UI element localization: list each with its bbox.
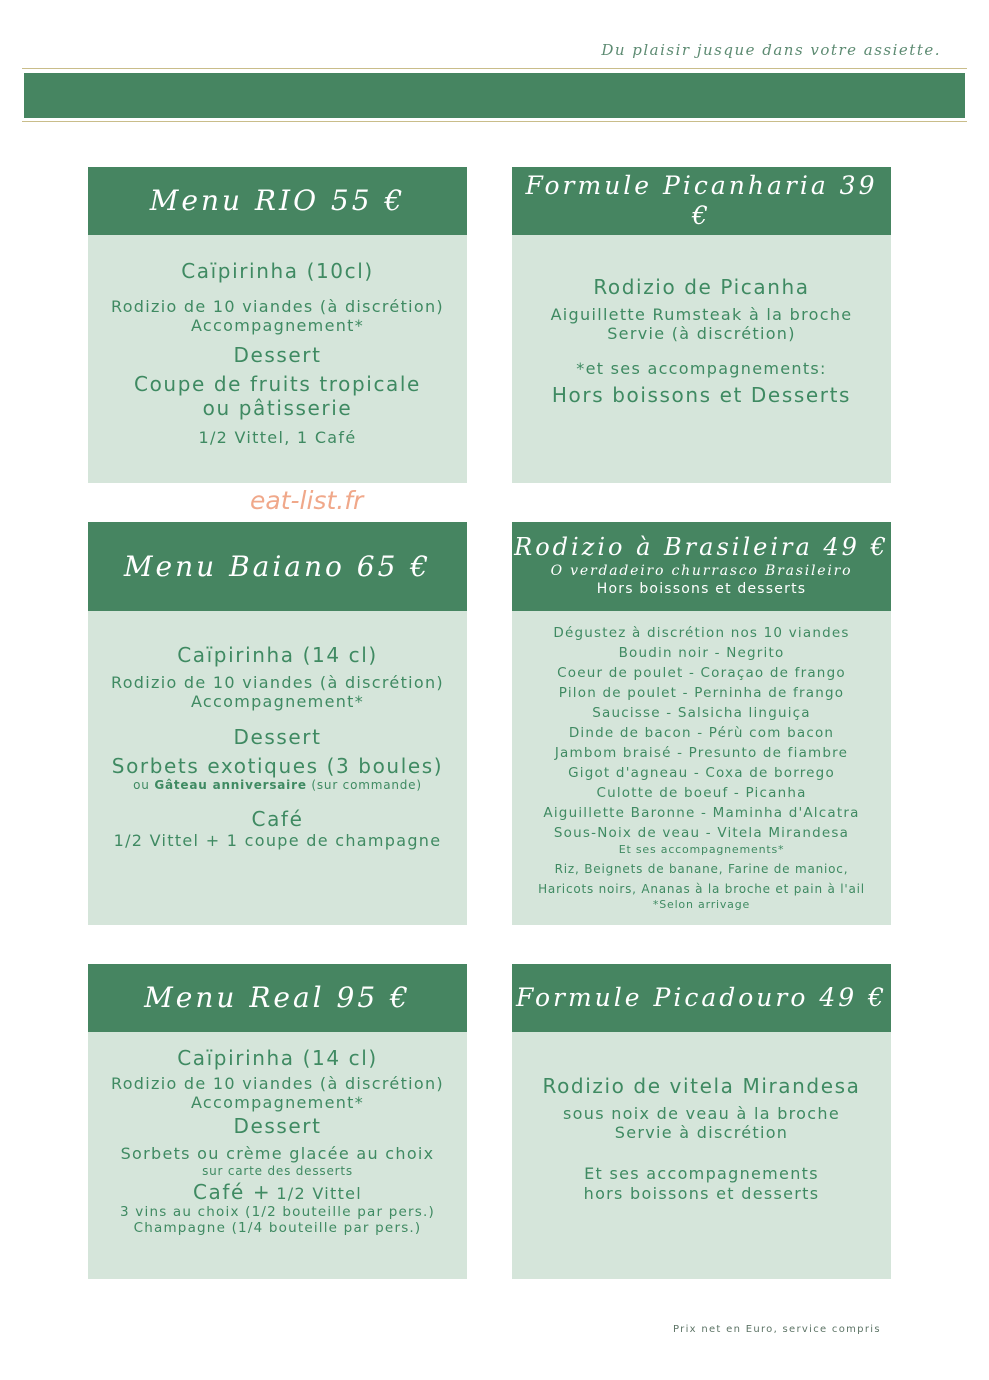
picanharia-line-2: Aiguillette Rumsteak à la broche bbox=[550, 305, 853, 324]
real-line-7-cafe: Café + bbox=[192, 1179, 272, 1204]
rio-line-3: Accompagnement* bbox=[190, 316, 365, 336]
baiano-line-6-or: ou bbox=[133, 778, 150, 793]
rodizio-brasileira-card bbox=[512, 522, 891, 925]
real-line-2: Rodizio de 10 viandes (à discrétion) bbox=[111, 1074, 444, 1093]
baiano-line-7: Café bbox=[251, 806, 304, 831]
formule-picanharia-title: Formule Picanharia 39 € bbox=[525, 171, 878, 230]
real-line-4: Dessert bbox=[233, 1114, 322, 1139]
brasileira-line-2: Boudin noir - Negrito bbox=[618, 645, 785, 661]
rio-line-6: ou pâtisserie bbox=[202, 396, 353, 421]
brasileira-line-4: Pilon de poulet - Perninha de frango bbox=[558, 685, 845, 701]
formule-picanharia-header bbox=[512, 167, 891, 235]
menu-baiano-body bbox=[88, 643, 467, 850]
formule-picadouro-card bbox=[512, 964, 891, 1279]
brasileira-line-11: Sous-Noix de veau - Vitela Mirandesa bbox=[553, 825, 850, 841]
brasileira-line-6: Dinde de bacon - Pérù com bacon bbox=[568, 725, 835, 741]
baiano-line-8: 1/2 Vittel + 1 coupe de champagne bbox=[113, 830, 442, 850]
picadouro-line-2: sous noix de veau à la broche bbox=[563, 1104, 840, 1123]
rodizio-brasileira-subtitle: O verdadeiro churrasco Brasileiro bbox=[550, 563, 853, 579]
formule-picanharia-body bbox=[512, 275, 891, 407]
menu-real-header bbox=[88, 964, 467, 1032]
bottom-rule bbox=[22, 121, 967, 122]
brasileira-line-7: Jambom braisé - Presunto de fiambre bbox=[554, 745, 849, 761]
picanharia-line-5: Hors boissons et Desserts bbox=[551, 382, 852, 407]
rio-line-4: Dessert bbox=[233, 343, 322, 368]
rodizio-brasileira-body bbox=[512, 611, 891, 911]
baiano-line-4: Dessert bbox=[233, 725, 322, 750]
formule-picadouro-header bbox=[512, 964, 891, 1032]
menu-rio-header bbox=[88, 167, 467, 235]
brasileira-line-3: Coeur de poulet - Coraçao de frango bbox=[557, 665, 846, 681]
real-line-6: sur carte des desserts bbox=[202, 1163, 353, 1178]
baiano-line-1: Caïpirinha (14 cl) bbox=[177, 643, 378, 667]
brasileira-accompaniments-1: Riz, Beignets de banane, Farine de manioc, bbox=[554, 862, 849, 876]
picadouro-line-1: Rodizio de vitela Mirandesa bbox=[542, 1074, 861, 1098]
watermark: eat-list.fr bbox=[250, 486, 364, 515]
real-line-7-vittel: 1/2 Vittel bbox=[276, 1183, 363, 1203]
picanharia-line-4: *et ses accompagnements: bbox=[576, 359, 827, 379]
real-line-3: Accompagnement* bbox=[190, 1093, 365, 1113]
baiano-line-3: Accompagnement* bbox=[190, 692, 365, 712]
picanharia-line-3: Servie (à discrétion) bbox=[607, 324, 796, 344]
baiano-line-6-cake: Gâteau anniversaire bbox=[154, 778, 307, 793]
real-line-5: Sorbets ou crème glacée au choix bbox=[120, 1144, 435, 1164]
baiano-line-6 bbox=[96, 778, 459, 792]
menu-baiano-title: Menu Baiano 65 € bbox=[123, 549, 432, 583]
brasileira-accompaniments-title: Et ses accompagnements* bbox=[618, 843, 785, 856]
baiano-line-5: Sorbets exotiques (3 boules) bbox=[111, 754, 444, 779]
rio-line-1: Caïpirinha (10cl) bbox=[181, 259, 374, 283]
brasileira-line-8: Gigot d'agneau - Coxa de borrego bbox=[568, 765, 835, 781]
real-line-8: 3 vins au choix (1/2 bouteille par pers.) bbox=[120, 1203, 435, 1220]
formule-picanharia-card bbox=[512, 167, 891, 483]
brasileira-line-5: Saucisse - Salsicha linguiça bbox=[592, 705, 811, 721]
rodizio-brasileira-title: Rodizio à Brasileira 49 € bbox=[514, 533, 889, 562]
rio-line-5: Coupe de fruits tropicale bbox=[134, 372, 421, 397]
brasileira-note: *Selon arrivage bbox=[652, 898, 751, 911]
menu-rio-card bbox=[88, 167, 467, 483]
real-line-9: Champagne (1/4 bouteille par pers.) bbox=[133, 1220, 422, 1237]
footer-note: Prix net en Euro, service compris bbox=[673, 1324, 881, 1335]
real-line-1: Caïpirinha (14 cl) bbox=[177, 1046, 378, 1070]
brasileira-line-10: Aiguillette Baronne - Maminha d'Alcatra bbox=[543, 805, 860, 821]
picadouro-line-5: hors boissons et desserts bbox=[583, 1183, 820, 1203]
menu-baiano-header bbox=[88, 522, 467, 611]
header-band bbox=[24, 73, 965, 118]
picadouro-line-3: Servie à discrétion bbox=[614, 1123, 789, 1143]
rodizio-brasileira-subtitle-2: Hors boissons et desserts bbox=[596, 581, 807, 598]
tagline: Du plaisir jusque dans votre assiette. bbox=[601, 41, 941, 59]
brasileira-line-9: Culotte de boeuf - Picanha bbox=[596, 785, 807, 801]
formule-picadouro-title: Formule Picadouro 49 € bbox=[515, 983, 888, 1012]
menu-rio-title: Menu RIO 55 € bbox=[149, 184, 406, 218]
formule-picadouro-body bbox=[512, 1074, 891, 1203]
picadouro-line-4: Et ses accompagnements bbox=[584, 1164, 819, 1184]
baiano-line-2: Rodizio de 10 viandes (à discrétion) bbox=[111, 673, 444, 692]
menu-rio-body bbox=[88, 259, 467, 448]
menu-baiano-card bbox=[88, 522, 467, 925]
rio-line-7: 1/2 Vittel, 1 Café bbox=[198, 428, 357, 448]
rio-line-2: Rodizio de 10 viandes (à discrétion) bbox=[111, 297, 444, 316]
real-line-7 bbox=[96, 1180, 459, 1204]
brasileira-accompaniments-2: Haricots noirs, Ananas à la broche et pain à l'ail bbox=[538, 882, 865, 896]
baiano-line-6-note: (sur commande) bbox=[311, 778, 422, 793]
menu-real-card bbox=[88, 964, 467, 1279]
menu-real-body bbox=[88, 1046, 467, 1236]
rodizio-brasileira-header bbox=[512, 522, 891, 611]
brasileira-line-1: Dégustez à discrétion nos 10 viandes bbox=[553, 625, 850, 641]
menu-real-title: Menu Real 95 € bbox=[144, 981, 411, 1015]
picanharia-line-1: Rodizio de Picanha bbox=[593, 275, 810, 299]
top-rule bbox=[22, 68, 967, 69]
